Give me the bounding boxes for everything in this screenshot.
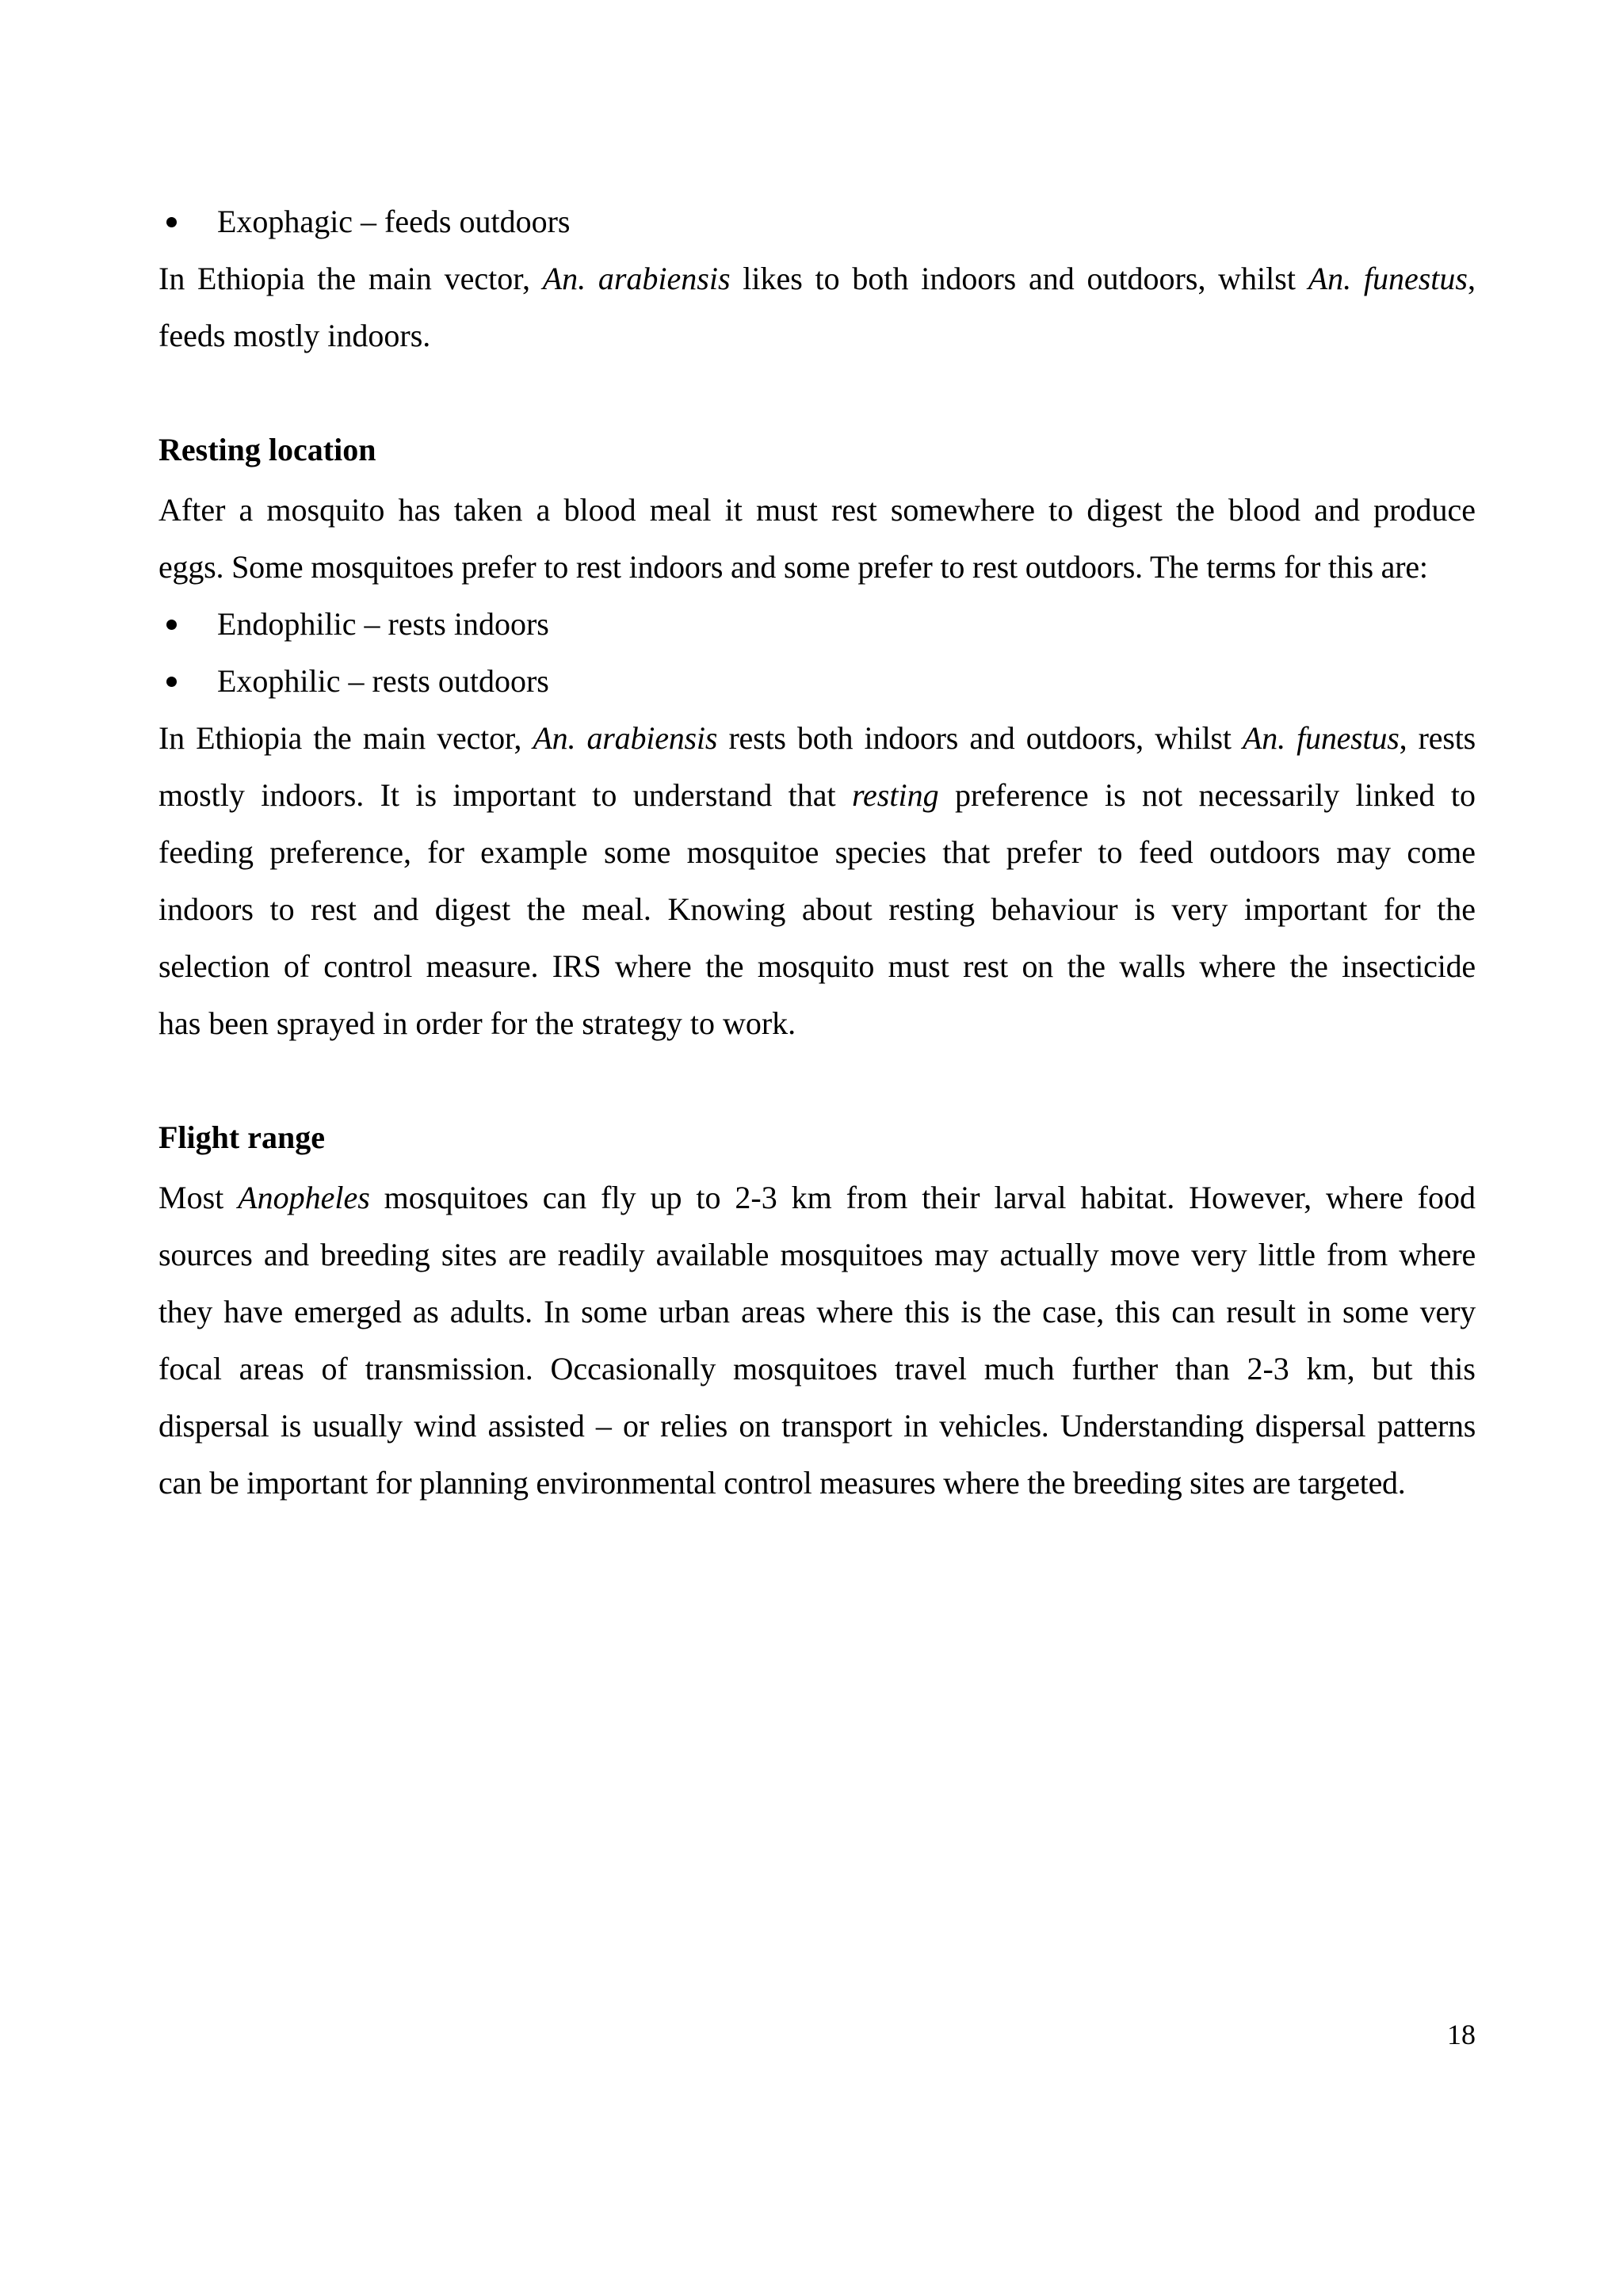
page-content xyxy=(158,193,1476,1512)
paragraph-feeding-line2: feeds mostly indoors. xyxy=(158,318,431,353)
paragraph-resting-line5: selection of control measure. IRS where the mosquito must rest on the walls where the insecticide xyxy=(158,948,1476,984)
spacer xyxy=(158,1052,1476,1109)
paragraph-resting-line3: feeding preference, for example some mosquitoe species that prefer to feed outdoors may come xyxy=(158,834,1476,870)
bullet-item-exophagic xyxy=(158,193,1476,250)
bullet-item-endophilic xyxy=(158,596,1476,653)
paragraph-flight-line4: focal areas of transmission. Occasionally mosquitoes travel much further than 2-3 km, but this xyxy=(158,1351,1476,1386)
species-name: An. funestus xyxy=(1308,261,1468,296)
bullet-dot xyxy=(166,217,177,227)
paragraph-feeding-line1: In Ethiopia the main vector, An. arabiensis likes to both indoors and outdoors, whilst An. funestus, xyxy=(158,261,1476,296)
paragraph-flight-line1: Most Anopheles mosquitoes can fly up to 2-3 km from their larval habitat. However, where food xyxy=(158,1180,1476,1215)
page-number: 18 xyxy=(1447,2019,1476,2050)
paragraph-flight-line2: sources and breeding sites are readily available mosquitoes may actually move very little from where xyxy=(158,1237,1476,1272)
paragraph-resting-intro-line2: eggs. Some mosquitoes prefer to rest indoors and some prefer to rest outdoors. The terms for this are: xyxy=(158,549,1428,585)
paragraph-resting-line1: In Ethiopia the main vector, An. arabiensis rests both indoors and outdoors, whilst An. funestus, rests xyxy=(158,720,1476,756)
heading-flight-range: Flight range xyxy=(158,1119,325,1155)
paragraph-resting-intro-line1: After a mosquito has taken a blood meal it must rest somewhere to digest the blood and produce xyxy=(158,492,1476,528)
genus-name: Anopheles xyxy=(238,1180,370,1215)
paragraph-resting-line2: mostly indoors. It is important to understand that resting preference is not necessarily linked to xyxy=(158,777,1476,813)
bullet-text: Exophilic – rests outdoors xyxy=(217,663,549,699)
paragraph-flight-line6: can be important for planning environmental control measures where the breeding sites are targeted. xyxy=(158,1465,1406,1501)
emphasis-text: resting xyxy=(851,777,939,813)
heading-resting-location: Resting location xyxy=(158,432,376,467)
bullet-dot xyxy=(166,620,177,630)
species-name: An. arabiensis xyxy=(533,720,718,756)
species-name: An. funestus xyxy=(1243,720,1400,756)
bullet-text: Endophilic – rests indoors xyxy=(217,606,549,642)
species-name: An. arabiensis xyxy=(542,261,731,296)
spacer xyxy=(158,364,1476,421)
bullet-item-exophilic xyxy=(158,653,1476,710)
paragraph-flight-line3: they have emerged as adults. In some urban areas where this is the case, this can result in some very xyxy=(158,1294,1476,1329)
bullet-text: Exophagic – feeds outdoors xyxy=(217,204,571,239)
paragraph-flight-line5: dispersal is usually wind assisted – or relies on transport in vehicles. Understanding dispersal patterns xyxy=(158,1408,1476,1444)
paragraph-resting-line6: has been sprayed in order for the strategy to work. xyxy=(158,1005,796,1041)
bullet-dot xyxy=(166,677,177,687)
paragraph-resting-line4: indoors to rest and digest the meal. Knowing about resting behaviour is very important for the xyxy=(158,891,1476,927)
